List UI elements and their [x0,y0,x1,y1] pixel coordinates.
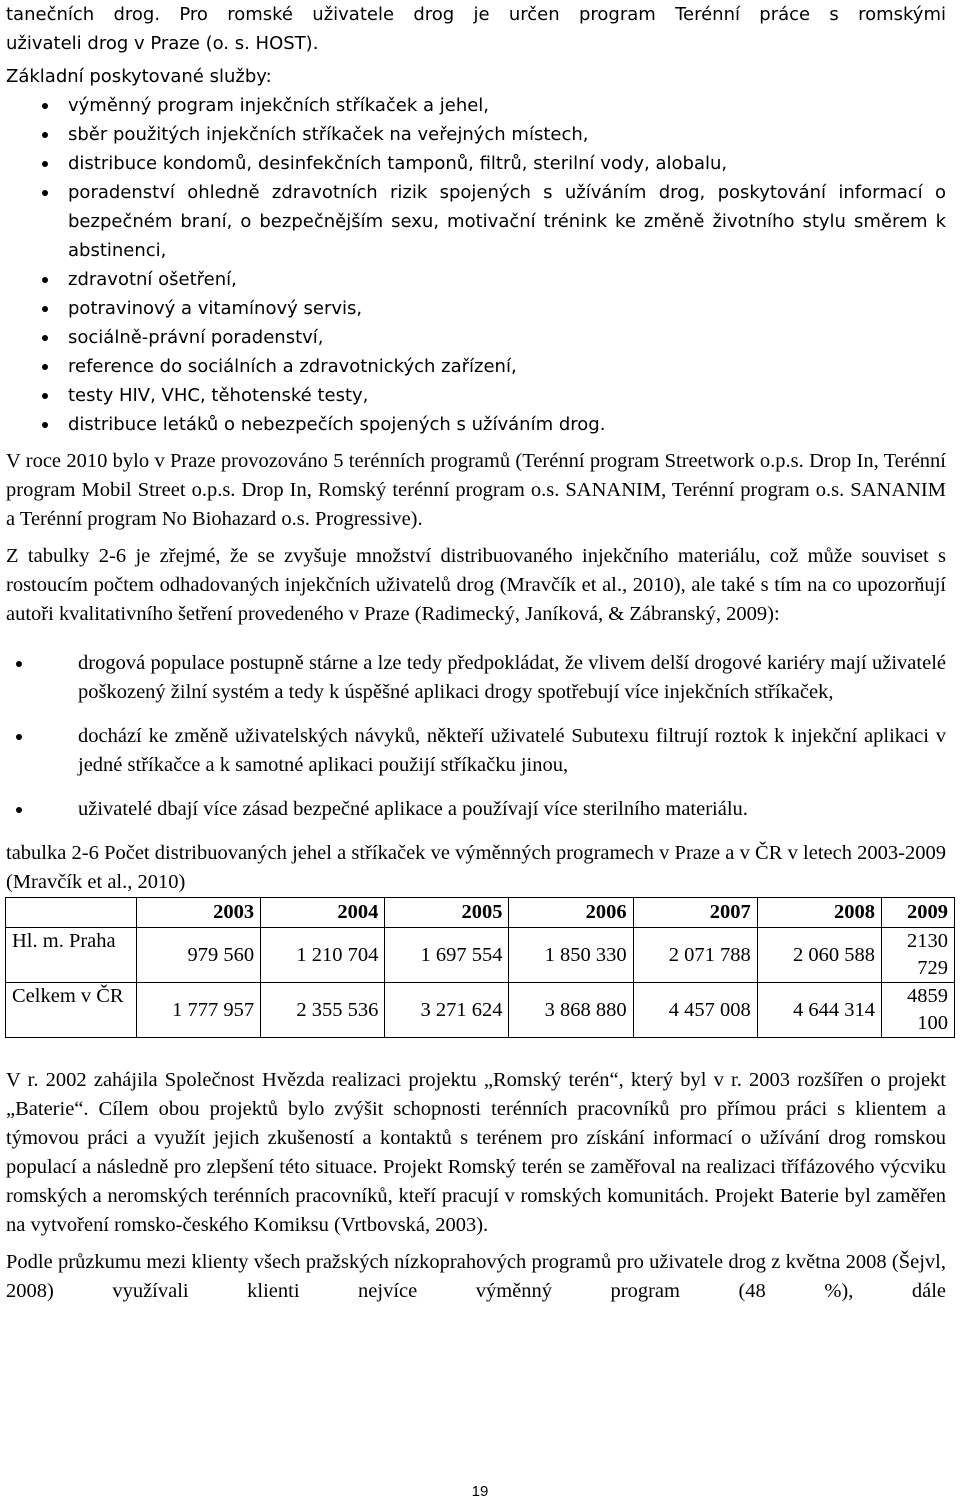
table-cell: 3 271 624 [385,983,509,1038]
table-cell: 3 868 880 [509,983,633,1038]
services-section [6,62,946,439]
list-item: sběr použitých injekčních stříkaček na veřejných místech, [6,120,946,149]
table-row [6,983,955,1038]
table-caption: tabulka 2-6 Počet distribuovaných jehel a stříkaček ve výměnných programech v Praze a v ČR v letech 2003-2009 (Mravčík et al., 2010) [6,842,946,893]
table-header-year: 2008 [757,898,881,928]
intro-paragraph [6,0,946,58]
table-header-year: 2009 [882,898,955,928]
table-header-year: 2006 [509,898,633,928]
list-item: zdravotní ošetření, [6,265,946,294]
list-item: sociálně-právní poradenství, [6,323,946,352]
services-list [6,91,946,439]
table-cell: 4 457 008 [633,983,757,1038]
table-cell: 2 060 588 [757,928,881,983]
table-cell: 979 560 [137,928,261,983]
table-cell: 1 850 330 [509,928,633,983]
table-row-label: Hl. m. Praha [6,928,137,983]
table-cell: 4859 100 [882,983,955,1038]
list-item: testy HIV, VHC, těhotenské testy, [6,381,946,410]
table-header-year: 2003 [137,898,261,928]
page-number: 19 [471,1483,489,1500]
table-cell: 2 071 788 [633,928,757,983]
table-row [6,928,955,983]
paragraph-survey: Podle průzkumu mezi klienty všech pražských nízkoprahových programů pro uživatele drog z května 2008 (Šejvl, 2008) využívali klienti nejvíce výměnný program (48 %), dále [6,1251,946,1302]
table-row-label: Celkem v ČR [6,983,137,1038]
list-item: poradenství ohledně zdravotních rizik spojených s užíváním drog, poskytování informací o bezpečném braní, o bezpečnějším sexu, motivační trénink ke změně životního stylu směrem k abstinenci, [6,178,946,265]
list-item: dochází ke změně uživatelských návyků, někteří uživatelé Subutexu filtrují roztok k injekční aplikaci v jedné stříkačce a k samotné aplikaci použijí stříkačku jinou, [6,722,946,780]
table-cell: 1 697 554 [385,928,509,983]
table-corner-cell [6,898,137,928]
services-heading: Základní poskytované služby: [6,66,272,87]
document-page [6,0,946,1306]
table-header-row [6,898,955,928]
table-header-year: 2007 [633,898,757,928]
table-header-year: 2004 [261,898,385,928]
table-header-year: 2005 [385,898,509,928]
intro-line: tanečních drog. Pro romské uživatele drog je určen program Terénní práce s romskými [6,4,946,25]
paragraph-romsky-teren: V r. 2002 zahájila Společnost Hvězda realizaci projektu „Romský terén“, který byl v r. 2003 rozšířen o projekt „Baterie“. Cílem obou projektů bylo zvýšit schopnosti terénních pracovníků pro přímou práci s klientem a týmovou práci a využít jejich zkušeností a kontaktů s terénem pro získání informací o užívání drog romskou populací a následně pro zlepšení této situace. Projekt Romský terén se zaměřoval na realizaci třífázového výcviku romských a neromských terénních pracovníků, kteří pracují v romských komunitách. Projekt Baterie byl zaměřen na vytvoření romsko-českého Komiksu (Vrtbovská, 2003). [6,1069,946,1236]
table-cell: 4 644 314 [757,983,881,1038]
list-item: uživatelé dbají více zásad bezpečné aplikace a používají více sterilního materiálu. [6,795,946,824]
list-item: potravinový a vitamínový servis, [6,294,946,323]
list-item: distribuce kondomů, desinfekčních tamponů, filtrů, sterilní vody, alobalu, [6,149,946,178]
table-cell: 1 210 704 [261,928,385,983]
syringe-distribution-table [5,897,955,1038]
list-item: drogová populace postupně stárne a lze tedy předpokládat, že vlivem delší drogové kariéry mají uživatelé poškozený žilní systém a tedy k úspěšné aplikaci drogy spotřebují více injekčních stříkaček, [6,649,946,707]
intro-line: uživateli drog v Praze (o. s. HOST). [6,33,319,54]
table-cell: 2130 729 [882,928,955,983]
list-item: výměnný program injekčních stříkaček a jehel, [6,91,946,120]
paragraph-table-reference: Z tabulky 2-6 je zřejmé, že se zvyšuje množství distribuovaného injekčního materiálu, což může souviset s rostoucím počtem odhadovaných injekčních uživatelů drog (Mravčík et al., 2010), ale také s tím na co upozorňují autoři kvalitativního šetření provedeného v Praze (Radimecký, Janíková, & Zábranský, 2009): [6,545,946,625]
table-cell: 2 355 536 [261,983,385,1038]
paragraph-programs-2010: V roce 2010 bylo v Praze provozováno 5 terénních programů (Terénní program Streetwork o.p.s. Drop In, Terénní program Mobil Street o.p.s. Drop In, Romský terénní program o.s. SANANIM, Terénní program o.s. SANANIM a Terénní program No Biohazard o.s. Progressive). [6,450,946,530]
list-item: distribuce letáků o nebezpečích spojených s užíváním drog. [6,410,946,439]
table-cell: 1 777 957 [137,983,261,1038]
findings-list [6,649,946,824]
list-item: reference do sociálních a zdravotnických zařízení, [6,352,946,381]
